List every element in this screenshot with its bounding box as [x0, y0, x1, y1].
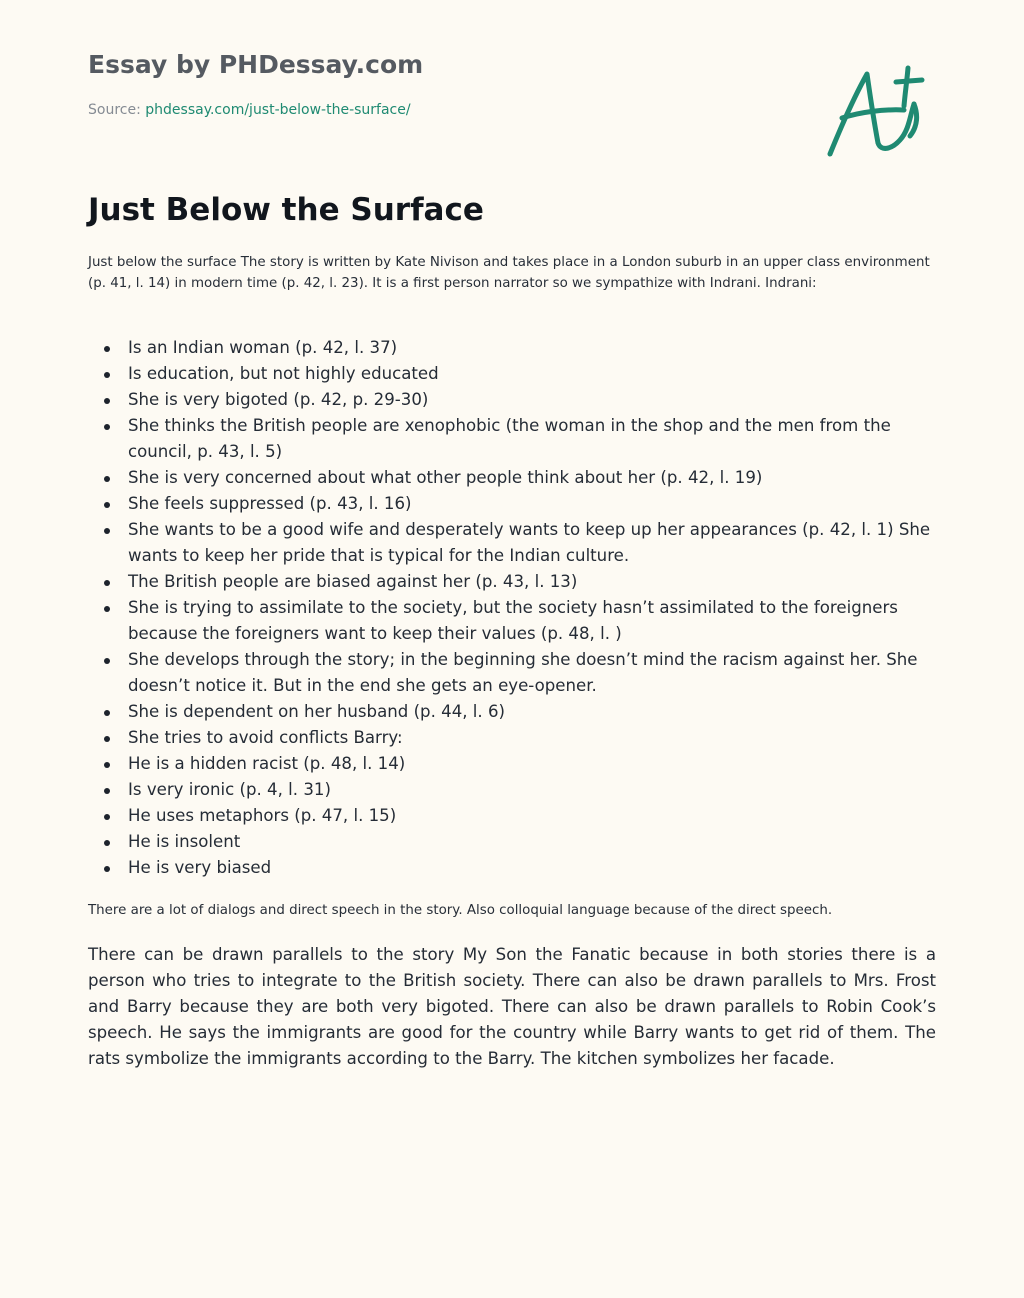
- parallels-paragraph: There can be drawn parallels to the story My Son the Fanatic because in both stories there is a person who tries to integrate to the British society. There can also be drawn parallels to Mrs. Frost and Barry because they are both very bigoted. There can also be drawn parallels to Robin Cook’s speech. He says the immigrants are good for the country while Barry wants to get rid of them. The rats symbolize the immigrants according to the Barry. The kitchen symbolizes her facade.: [88, 945, 936, 1068]
- list-item: [88, 829, 936, 855]
- site-title: Essay by PHDessay.com: [88, 50, 424, 79]
- list-item: [88, 595, 936, 647]
- list-item: [88, 803, 936, 829]
- bullet-icon: [104, 398, 110, 404]
- source-link[interactable]: phdessay.com/just-below-the-surface/: [145, 102, 411, 118]
- bullet-icon: [104, 840, 110, 846]
- list-item: [88, 569, 936, 595]
- list-item: [88, 413, 936, 465]
- list-item: [88, 777, 936, 803]
- bullet-icon: [104, 736, 110, 742]
- list-item: [88, 335, 936, 361]
- list-item: [88, 491, 936, 517]
- list-item-text: He is insolent: [128, 832, 241, 851]
- list-item: [88, 517, 936, 569]
- essay-title: Just Below the Surface: [88, 192, 484, 228]
- bullet-icon: [104, 528, 110, 534]
- bullet-icon: [104, 658, 110, 664]
- list-item: [88, 361, 936, 387]
- list-item: [88, 699, 936, 725]
- bullet-icon: [104, 502, 110, 508]
- bullet-icon: [104, 710, 110, 716]
- list-item-text: He uses metaphors (p. 47, l. 15): [128, 806, 397, 825]
- list-item: [88, 387, 936, 413]
- bullet-icon: [104, 606, 110, 612]
- list-item-text: She is very concerned about what other people think about her (p. 42, l. 19): [128, 468, 763, 487]
- list-item-text: The British people are biased against her (p. 43, l. 13): [128, 572, 578, 591]
- source-label: Source:: [88, 102, 141, 118]
- intro-paragraph: Just below the surface The story is written by Kate Nivison and takes place in a London suburb in an upper class environment (p. 41, l. 14) in modern time (p. 42, l. 23). It is a first person narrator so we sympathize with Indrani. Indrani:: [88, 255, 930, 291]
- list-item-text: He is a hidden racist (p. 48, l. 14): [128, 754, 406, 773]
- bullet-icon: [104, 424, 110, 430]
- bullet-icon: [104, 580, 110, 586]
- bullet-icon: [104, 762, 110, 768]
- bullet-icon: [104, 814, 110, 820]
- list-item: [88, 751, 936, 777]
- bullet-icon: [104, 346, 110, 352]
- dialogs-note: There are a lot of dialogs and direct speech in the story. Also colloquial language because of the direct speech.: [88, 903, 833, 918]
- bullet-icon: [104, 866, 110, 872]
- bullet-icon: [104, 476, 110, 482]
- list-item-text: Is very ironic (p. 4, l. 31): [128, 780, 331, 799]
- list-item-text: She is trying to assimilate to the society, but the society hasn’t assimilated to the foreigners because the foreigners want to keep their values (p. 48, l. ): [128, 598, 898, 643]
- character-traits-list: [88, 335, 936, 881]
- list-item-text: She develops through the story; in the beginning she doesn’t mind the racism against her. She doesn’t notice it. But in the end she gets an eye-opener.: [128, 650, 918, 695]
- list-item: [88, 647, 936, 699]
- bullet-icon: [104, 788, 110, 794]
- list-item-text: She is very bigoted (p. 42, p. 29-30): [128, 390, 429, 409]
- source-line: [88, 100, 411, 120]
- list-item-text: She wants to be a good wife and desperately wants to keep up her appearances (p. 42, l. 1) She wants to keep her pride that is typical for the Indian culture.: [128, 520, 931, 565]
- list-item-text: She is dependent on her husband (p. 44, l. 6): [128, 702, 505, 721]
- list-item-text: Is an Indian woman (p. 42, l. 37): [128, 338, 398, 357]
- list-item: [88, 725, 936, 751]
- list-item: [88, 465, 936, 491]
- bullet-icon: [104, 372, 110, 378]
- a-plus-logo-icon: [826, 64, 930, 160]
- list-item-text: He is very biased: [128, 858, 272, 877]
- list-item-text: She thinks the British people are xenophobic (the woman in the shop and the men from the council, p. 43, l. 5): [128, 416, 891, 461]
- list-item: [88, 855, 936, 881]
- list-item-text: She tries to avoid conflicts Barry:: [128, 728, 403, 747]
- list-item-text: She feels suppressed (p. 43, l. 16): [128, 494, 412, 513]
- list-item-text: Is education, but not highly educated: [128, 364, 439, 383]
